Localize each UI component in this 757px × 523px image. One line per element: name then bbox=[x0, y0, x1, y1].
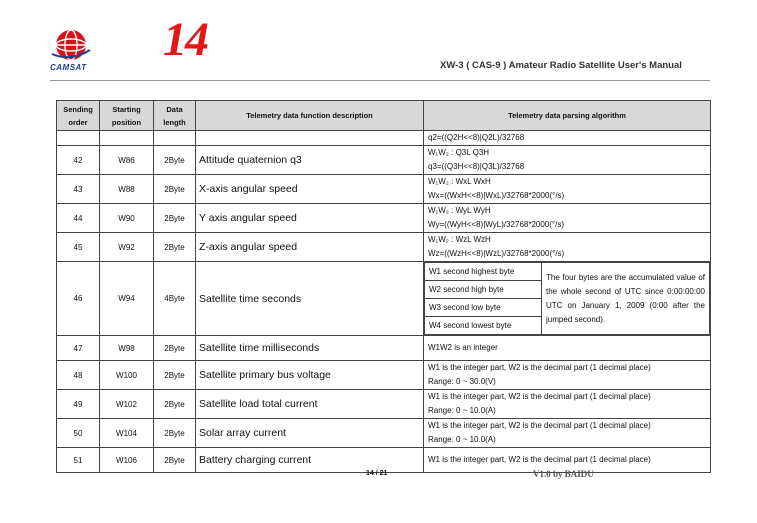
function-description-cell: Satellite time milliseconds bbox=[196, 336, 424, 361]
algorithm-line: Wz=((WzH<<8)|WzL)/32768*2000(°/s) bbox=[428, 249, 565, 258]
col-header-length: Data length bbox=[154, 101, 196, 131]
col-header-order: Sending order bbox=[57, 101, 100, 131]
data-length-cell: 2Byte bbox=[154, 419, 196, 448]
algorithm-line: W1 is the integer part, W2 is the decimal part (1 decimal place) bbox=[428, 363, 651, 372]
table-row bbox=[57, 390, 711, 419]
sending-order-cell: 51 bbox=[57, 448, 100, 473]
time-byte-cell: W2 second high byte bbox=[425, 281, 542, 299]
sending-order-cell: 44 bbox=[57, 204, 100, 233]
algorithm-line: W1 is the integer part, W2 is the decimal part (1 decimal place) bbox=[428, 421, 651, 430]
algorithm-cell bbox=[424, 204, 711, 233]
algorithm-line: W1 is the integer part, W2 is the decimal part (1 decimal place) bbox=[428, 455, 651, 464]
time-byte-cell: W4 second lowest byte bbox=[425, 317, 542, 335]
algorithm-line: Wy=((WyH<<8)|WyL)/32768*2000(°/s) bbox=[428, 220, 564, 229]
sending-order-cell: 47 bbox=[57, 336, 100, 361]
algorithm-line: W₁W₂ : WyL WyH bbox=[428, 206, 491, 215]
logo-text: CAMSAT bbox=[50, 63, 87, 72]
starting-position-cell: W106 bbox=[100, 448, 154, 473]
algorithm-line: Range: 0 ~ 10.0(A) bbox=[428, 435, 496, 444]
table-row bbox=[57, 146, 711, 175]
starting-position-cell: W94 bbox=[100, 262, 154, 336]
function-description-cell: Attitude quaternion q3 bbox=[196, 146, 424, 175]
data-length-cell: 4Byte bbox=[154, 262, 196, 336]
data-length-cell: 2Byte bbox=[154, 175, 196, 204]
algorithm-cell bbox=[424, 361, 711, 390]
function-description-cell: Satellite time seconds bbox=[196, 262, 424, 336]
algorithm-line: Wx=((WxH<<8)|WxL)/32768*2000(°/s) bbox=[428, 191, 565, 200]
algorithm-cell bbox=[424, 419, 711, 448]
table-row bbox=[57, 361, 711, 390]
algorithm-line: q3=((Q3H<<8)|Q3L)/32768 bbox=[428, 162, 525, 171]
table-row bbox=[57, 175, 711, 204]
footer-version: V1.0 by BAIDU bbox=[533, 469, 594, 479]
function-description-cell: Y axis angular speed bbox=[196, 204, 424, 233]
starting-position-cell: W86 bbox=[100, 146, 154, 175]
page-number: 14 bbox=[163, 13, 207, 66]
starting-position-cell: W98 bbox=[100, 336, 154, 361]
starting-position-cell: W88 bbox=[100, 175, 154, 204]
data-length-cell: 2Byte bbox=[154, 233, 196, 262]
algorithm-cell bbox=[424, 175, 711, 204]
algorithm-cell bbox=[424, 146, 711, 175]
data-length-cell: 2Byte bbox=[154, 390, 196, 419]
data-length-cell: 2Byte bbox=[154, 361, 196, 390]
time-bytes-table bbox=[424, 262, 710, 335]
function-description-cell: Battery charging current bbox=[196, 448, 424, 473]
table-row bbox=[57, 262, 711, 336]
algorithm-line: W₁W₂ : WzL WzH bbox=[428, 235, 491, 244]
time-note-cell: The four bytes are the accumulated value of the whole second of UTC since 0:00:00:00 UTC on January 1, 2009 (0:00 after the jumped second). bbox=[542, 263, 710, 335]
data-length-cell: 2Byte bbox=[154, 204, 196, 233]
algorithm-cell bbox=[424, 233, 711, 262]
function-description-cell: Solar array current bbox=[196, 419, 424, 448]
algorithm-cell: q2=((Q2H<<8)|Q2L)/32768 bbox=[424, 131, 711, 146]
starting-position-cell: W100 bbox=[100, 361, 154, 390]
sending-order-cell: 49 bbox=[57, 390, 100, 419]
header-divider bbox=[50, 80, 710, 81]
time-byte-cell: W3 second low byte bbox=[425, 299, 542, 317]
col-header-position: Starting position bbox=[100, 101, 154, 131]
algorithm-cell bbox=[424, 336, 711, 361]
sending-order-cell: 43 bbox=[57, 175, 100, 204]
manual-title: XW-3 ( CAS-9 ) Amateur Radio Satellite User's Manual bbox=[440, 60, 682, 71]
table-row bbox=[57, 336, 711, 361]
function-description-cell: Z-axis angular speed bbox=[196, 233, 424, 262]
starting-position-cell: W102 bbox=[100, 390, 154, 419]
data-length-cell: 2Byte bbox=[154, 336, 196, 361]
starting-position-cell: W90 bbox=[100, 204, 154, 233]
algorithm-line: W₁W₂ : Q3L Q3H bbox=[428, 148, 490, 157]
sending-order-cell: 46 bbox=[57, 262, 100, 336]
starting-position-cell: W104 bbox=[100, 419, 154, 448]
col-header-algorithm: Telemetry data parsing algorithm bbox=[424, 101, 711, 131]
sending-order-cell: 48 bbox=[57, 361, 100, 390]
col-header-description: Telemetry data function description bbox=[196, 101, 424, 131]
camsat-logo-icon bbox=[50, 28, 92, 62]
sending-order-cell: 50 bbox=[57, 419, 100, 448]
algorithm-line: Range: 0 ~ 10.0(A) bbox=[428, 406, 496, 415]
table-row bbox=[57, 233, 711, 262]
algorithm-cell bbox=[424, 262, 711, 336]
algorithm-line: Range: 0 ~ 30.0(V) bbox=[428, 377, 496, 386]
sending-order-cell: 45 bbox=[57, 233, 100, 262]
algorithm-line: W1W2 is an integer bbox=[428, 343, 498, 352]
data-length-cell: 2Byte bbox=[154, 448, 196, 473]
algorithm-line: W1 is the integer part, W2 is the decimal part (1 decimal place) bbox=[428, 392, 651, 401]
footer-page-number: 14 / 21 bbox=[366, 470, 388, 477]
algorithm-line: W₁W₂ : WxL WxH bbox=[428, 177, 491, 186]
table-row bbox=[57, 448, 711, 473]
table-row-continuation bbox=[57, 131, 711, 146]
table-row bbox=[57, 419, 711, 448]
sending-order-cell: 42 bbox=[57, 146, 100, 175]
function-description-cell: X-axis angular speed bbox=[196, 175, 424, 204]
algorithm-cell bbox=[424, 390, 711, 419]
function-description-cell: Satellite load total current bbox=[196, 390, 424, 419]
table-row bbox=[57, 204, 711, 233]
function-description-cell: Satellite primary bus voltage bbox=[196, 361, 424, 390]
starting-position-cell: W92 bbox=[100, 233, 154, 262]
time-byte-cell: W1 second highest byte bbox=[425, 263, 542, 281]
data-length-cell: 2Byte bbox=[154, 146, 196, 175]
telemetry-table bbox=[56, 100, 711, 473]
